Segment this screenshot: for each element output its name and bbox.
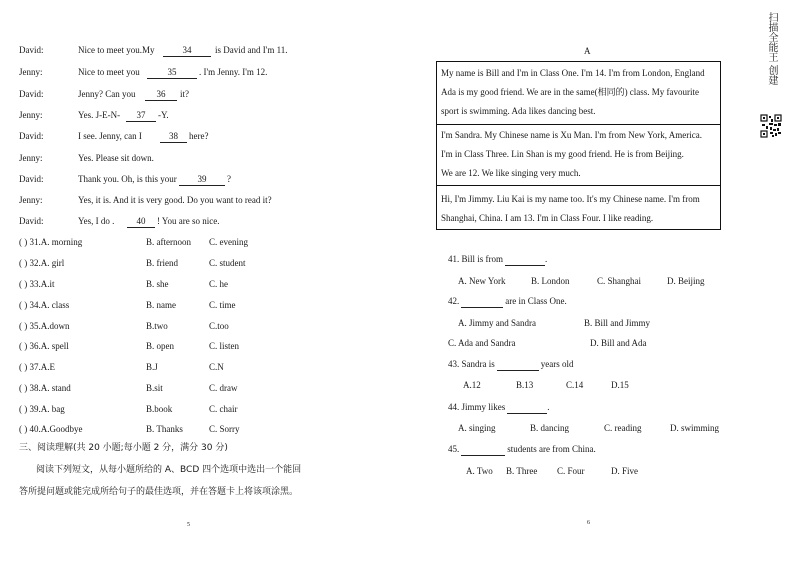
option: B.13 (516, 380, 534, 390)
option: A. singing (458, 423, 496, 433)
option: B. Bill and Jimmy (584, 318, 651, 328)
dialogue-line: David: Jenny? Can you 36 it? (19, 89, 189, 99)
choice-row: ( ) 33.A.it B. she C. he (19, 279, 228, 289)
scanner-watermark-text: 扫描全能王 创建 (766, 12, 777, 86)
blank-37: 37 (126, 110, 156, 122)
page-number: 5 (187, 522, 190, 528)
choice-row: ( ) 36.A. spell B. open C. listen (19, 341, 240, 351)
option: C.14 (566, 380, 584, 390)
instruction-line: 阅读下列短文，从每小题所给的 A、BCD 四个选项中选出一个能回 (36, 465, 302, 475)
option: D. Beijing (667, 276, 705, 286)
dialogue-line: Jenny: Yes. J-E-N- 37 -Y. (19, 110, 169, 120)
choice-row: ( ) 40.A.Goodbye B. Thanks C. Sorry (19, 424, 240, 434)
choice-row: ( ) 32.A. girl B. friend C. student (19, 258, 246, 268)
option: C. Ada and Sandra (448, 338, 516, 348)
passage-section: My name is Bill and I'm in Class One. I'm 14. I'm from London, England Ada is my good friend. We are in the same(相同的) class. My favourite sport is swimming. Ada likes dancing best. (441, 68, 705, 116)
option: A. Two (466, 466, 493, 476)
blank-34: 34 (163, 45, 211, 57)
passage-section: I'm Sandra. My Chinese name is Xu Man. I'm from New York, America. I'm in Class Three. Lin Shan is my good friend. He is from Beijing. We are 12. We like singing very much. (437, 124, 720, 186)
instruction-line: 答所提问题或能完成所给句子的最佳选项，并在答题卡上将该项涂黑。 (19, 487, 299, 497)
blank-35: 35 (147, 67, 197, 79)
passage-section: Hi, I'm Jimmy. Liu Kai is my name too. It's my Chinese name. I'm from Shanghai, China. I am 13. I'm in Class Four. I like reading. (437, 185, 720, 230)
option: C. Shanghai (597, 276, 641, 286)
dialogue-line: David: Thank you. Oh, is this your 39 ? (19, 174, 231, 184)
choice-row: ( ) 31.A. morning B. afternoon C. evening (19, 237, 248, 247)
section-heading: 三、阅读理解(共 20 小题;每小题 2 分，满分 30 分) (19, 443, 228, 453)
option: C. Four (557, 466, 585, 476)
dialogue-line: Jenny: Yes, it is. And it is very good. Do you want to read it? (19, 195, 272, 205)
option: D. swimming (670, 423, 720, 433)
option: C. reading (604, 423, 642, 433)
option: A.12 (463, 380, 481, 390)
option: B. Three (506, 466, 538, 476)
passage-label: A (584, 46, 591, 56)
choice-row: ( ) 34.A. class B. name C. time (19, 300, 236, 310)
choice-row: ( ) 37.A.E B.J C.N (19, 362, 224, 372)
blank-38: 38 (160, 131, 187, 143)
dialogue-line: David: Nice to meet you.My 34 is David and I'm 11. (19, 45, 288, 55)
dialogue-line: Jenny: Yes. Please sit down. (19, 153, 154, 163)
choice-row: ( ) 35.A.down B.two C.too (19, 321, 229, 331)
dialogue-line: David: Yes, I do . 40 ! You are so nice. (19, 216, 220, 226)
option: B. dancing (530, 423, 569, 433)
option: D. Bill and Ada (590, 338, 647, 348)
blank-39: 39 (179, 174, 225, 186)
blank-36: 36 (145, 89, 177, 101)
passage-box (436, 61, 721, 230)
option: A. Jimmy and Sandra (458, 318, 536, 328)
choice-row: ( ) 39.A. bag B.book C. chair (19, 404, 238, 414)
page-number: 6 (587, 520, 590, 526)
choice-row: ( ) 38.A. stand B.sit C. draw (19, 383, 238, 393)
qr-code-icon (760, 114, 782, 138)
blank-40: 40 (127, 216, 155, 228)
dialogue-line: David: I see. Jenny, can I 38 here? (19, 131, 209, 141)
option: D. Five (611, 466, 638, 476)
option: D.15 (611, 380, 629, 390)
dialogue-line: Jenny: Nice to meet you 35 . I'm Jenny. I'm 12. (19, 67, 268, 77)
option: B. London (531, 276, 570, 286)
option: A. New York (458, 276, 506, 286)
